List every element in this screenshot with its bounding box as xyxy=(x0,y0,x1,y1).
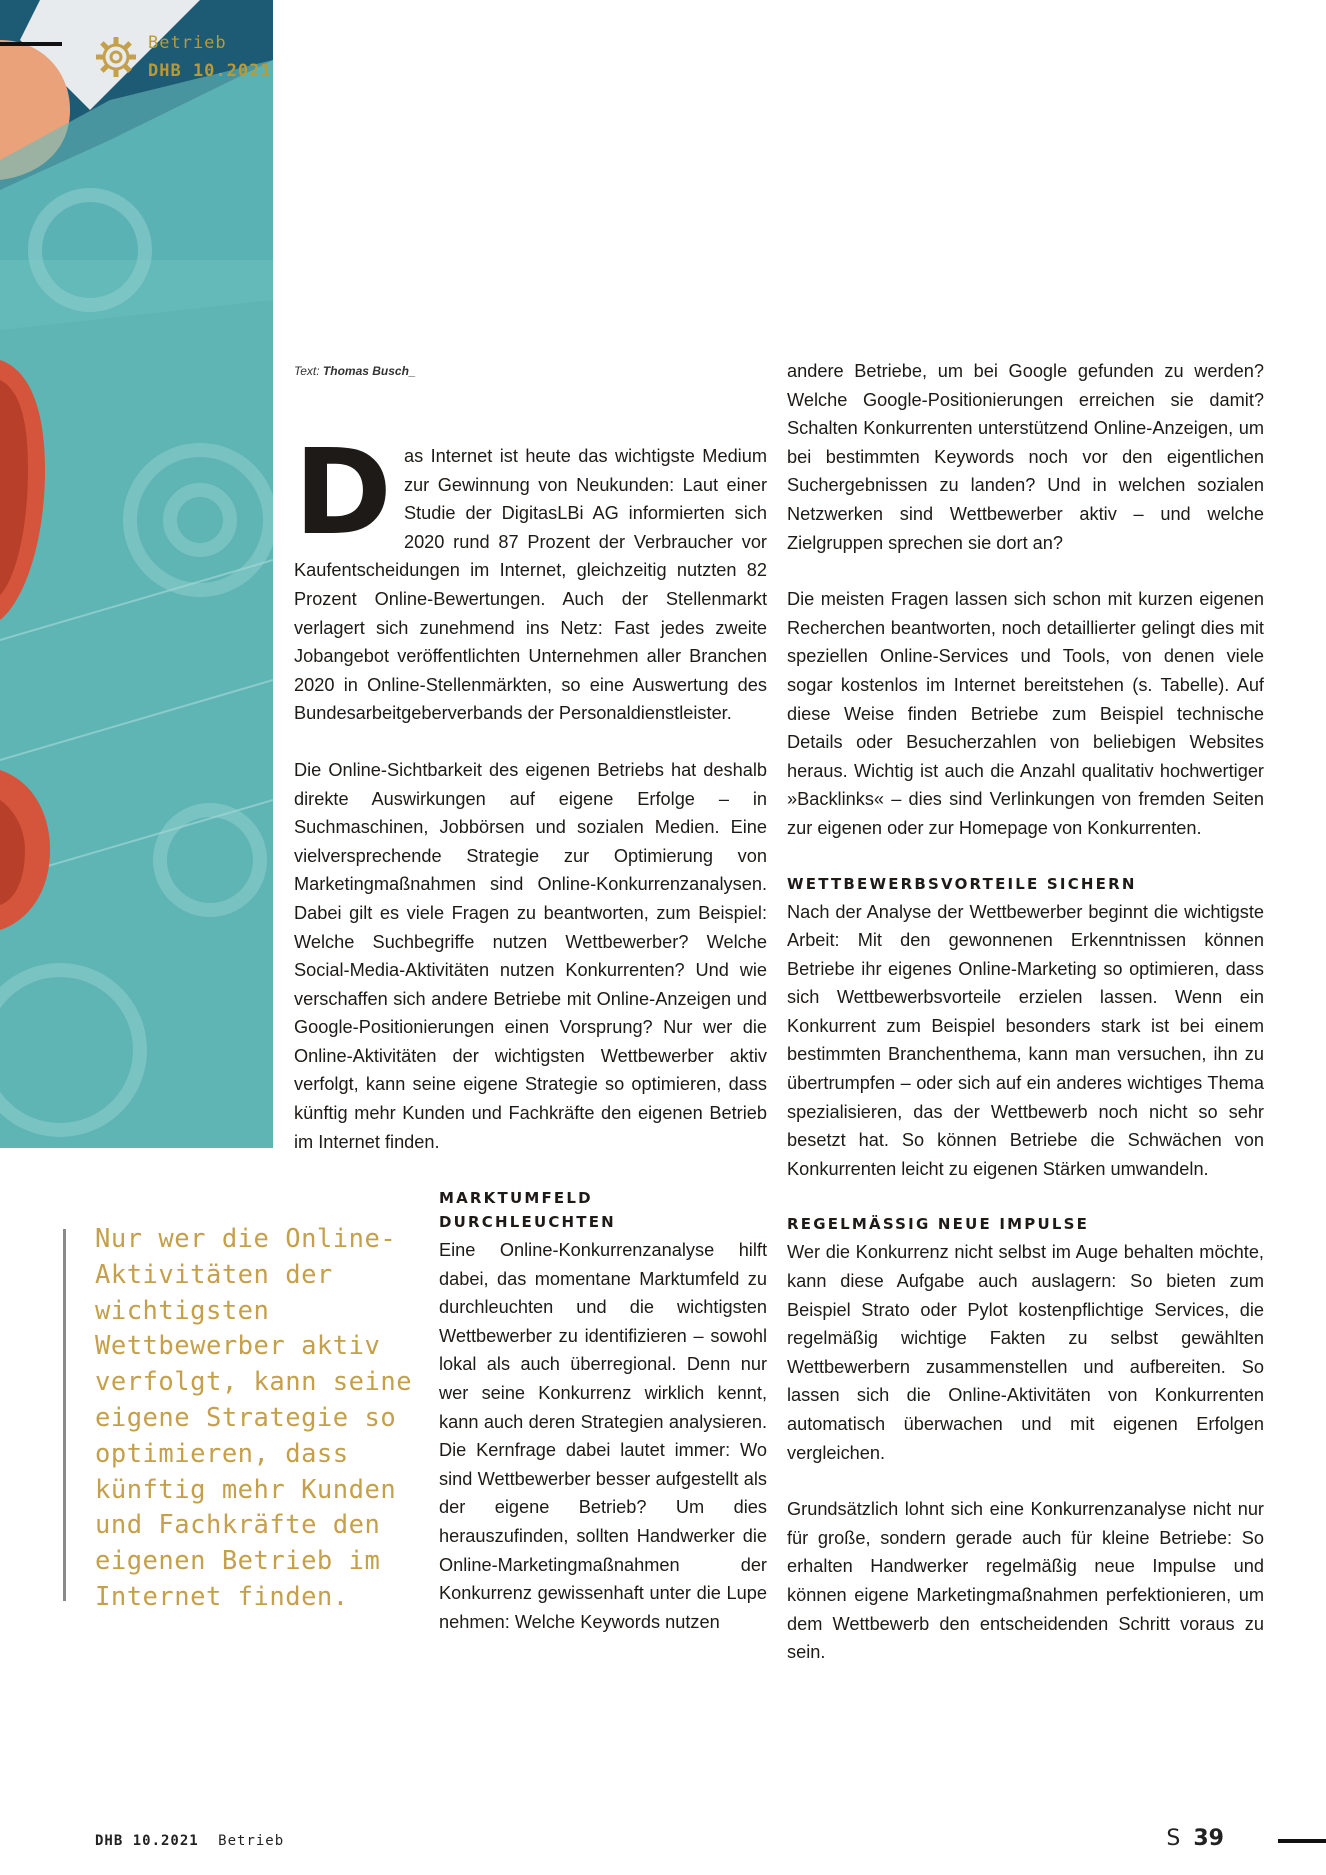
section-heading: REGELMÄSSIG NEUE IMPULSE xyxy=(787,1215,1090,1234)
paragraph: Nach der Analyse der Wettbewerber beginnt die wichtigste Arbeit: Mit den gewonnenen Erkenntnissen können Betriebe ihr eigenes Online-Marketing so optimieren, dass sich Wettbewerbsvorteile erzielen lassen. Wenn ein Konkurrent zum Beispiel besonders stark ist bei einem bestimmten Branchenthema, kann man versuchen, ihn zu übertrumpfen – oder sich auf ein anderes wichtiges Thema spezialisieren, das der Wettbewerb noch nicht so sehr besetzt hat. So können Betriebe die Schwächen von Konkurrenten leicht zu eigenen Stärken umwandeln. xyxy=(787,901,1264,1179)
footer-issue-number: DHB 10.2021 xyxy=(95,1833,199,1849)
pullquote: Nur wer die Online-Aktivitäten der wichtigsten Wettbewerber aktiv verfolgt, kann seine eigene Strategie so optimieren, dass künftig mehr Kunden und Fachkräfte den eigenen Betrieb im Internet finden. xyxy=(95,1224,413,1612)
article-column-3 xyxy=(787,357,1264,1667)
gear-icon xyxy=(94,35,138,79)
paragraph: andere Betriebe, um bei Google gefunden zu werden? Welche Google-Positionierungen erreichen sie damit? Schalten Konkurrenten unterstützend Online-Anzeigen, um bei bestimmten Keywords noch vor den eigentlichen Suchergebnissen zu landen? Und in welchen sozialen Netzwerken sind Wettbewerber aktiv – und welche Zielgruppen sprechen sie dort an? xyxy=(787,361,1264,553)
byline-prefix: Text: xyxy=(294,364,320,378)
page-prefix: S xyxy=(1166,1826,1181,1851)
page-number xyxy=(1166,1826,1224,1851)
page-number-value: 39 xyxy=(1193,1826,1224,1851)
article-column-2 xyxy=(439,1186,767,1636)
paragraph: Die Online-Sichtbarkeit des eigenen Betriebs hat deshalb direkte Auswirkungen auf eigene Erfolge – in Suchmaschinen, Jobbörsen und sozialen Medien. Eine vielversprechende Strategie zur Optimierung von Marketingmaßnahmen sind Online-Konkurrenzanalysen. Dabei gilt es viele Fragen zu beantworten, zum Beispiel: Welche Suchbegriffe nutzen Wettbewerber? Welche Social-Media-Aktivitäten nutzen Konkurrenten? Und wie verschaffen sich andere Betriebe mit Online-Anzeigen und Google-Positionierungen einen Vorsprung? Nur wer die Online-Aktivitäten der wichtigsten Wettbewerber aktiv verfolgt, kann seine eigene Strategie so optimieren, dass künftig mehr Kunden und Fachkräfte den eigenen Betrieb im Internet finden. xyxy=(294,759,767,1152)
section-heading: MARKTUMFELD DURCHLEUCHTEN xyxy=(439,1189,616,1231)
header-illustration xyxy=(0,0,273,1148)
article-column-1 xyxy=(294,423,767,1156)
section-label: Betrieb xyxy=(148,33,227,53)
paragraph: Wer die Konkurrenz nicht selbst im Auge behalten möchte, kann diese Aufgabe auch auslagern: So bieten zum Beispiel Strato oder Pylot kostenpflichtige Services, die regelmäßig wichtige Fakten zu selbst gewählten Wettbewerbern zusammenstellen und aufbereiten. So lassen sich die Online-Aktivitäten von Konkurrenten automatisch überwachen und mit eigenen Erfolgen vergleichen. xyxy=(787,1242,1264,1463)
paragraph: Grundsätzlich lohnt sich eine Konkurrenzanalyse nicht nur für große, sondern gerade auch für kleine Betriebe: So erhalten Handwerker regelmäßig neue Impulse und können eigene Marketingmaßnahmen perfektionieren, um dem Wettbewerb den entscheidenden Schritt voraus zu sein. xyxy=(787,1499,1264,1663)
paragraph: Eine Online-Konkurrenzanalyse hilft dabei, das momentane Marktumfeld zu durchleuchten und die wichtigsten Wettbewerber zu identifizieren – sowohl lokal als auch überregional. Denn nur wer seine Konkurrenz wirklich kennt, kann auch deren Strategien analysieren. Die Kernfrage dabei lautet immer: Wo sind Wettbewerber besser aufgestellt als der eigene Betrieb? Um dies herauszufinden, sollten Handwerker die Online-Marketingmaßnahmen der Konkurrenz gewissenhaft unter die Lupe nehmen: Welche Keywords nutzen xyxy=(439,1240,767,1632)
footer-rule xyxy=(1278,1839,1326,1843)
gears-illustration xyxy=(0,0,273,1148)
byline xyxy=(294,364,416,378)
intro-paragraph: Das Internet ist heute das wichtigste Medium zur Gewinnung von Neukunden: Laut einer Studie der DigitasLBi AG informierten sich 2020 rund 87 Prozent der Verbraucher vor Kaufentscheidungen im Internet, gleichzeitig nutzten 82 Prozent Online-Bewertungen. Auch der Stellenmarkt verlagert sich zunehmend ins Netz: Fast jedes zweite Jobangebot veröffentlichten Unternehmen aller Branchen 2020 in Online-Stellenmärkten, so eine Auswertung des Bundesarbeitgeberverbands der Personaldienstleister. xyxy=(294,423,767,724)
footer-issue xyxy=(95,1833,284,1849)
issue-label: DHB 10.2021 xyxy=(148,61,272,81)
pullquote-bar xyxy=(63,1229,66,1601)
drop-cap: D xyxy=(294,423,392,561)
section-heading: WETTBEWERBSVORTEILE SICHERN xyxy=(787,874,1137,893)
paragraph: Die meisten Fragen lassen sich schon mit kurzen eigenen Recherchen beantworten, noch detaillierter gelingt dies mit speziellen Online-Services und Tools, von denen viele sogar kostenlos im Internet bereitstehen (s. Tabelle). Auf diese Weise finden Betriebe zum Beispiel technische Details oder Besucherzahlen von beliebigen Websites heraus. Wichtig ist auch die Anzahl qualitativ hochwertiger »Backlinks« – dies sind Verlinkungen von fremden Seiten zur eigenen oder zur Homepage von Konkurrenten. xyxy=(787,589,1264,838)
footer-section: Betrieb xyxy=(218,1833,285,1849)
top-rule xyxy=(0,42,62,46)
byline-author: Thomas Busch_ xyxy=(322,364,416,378)
